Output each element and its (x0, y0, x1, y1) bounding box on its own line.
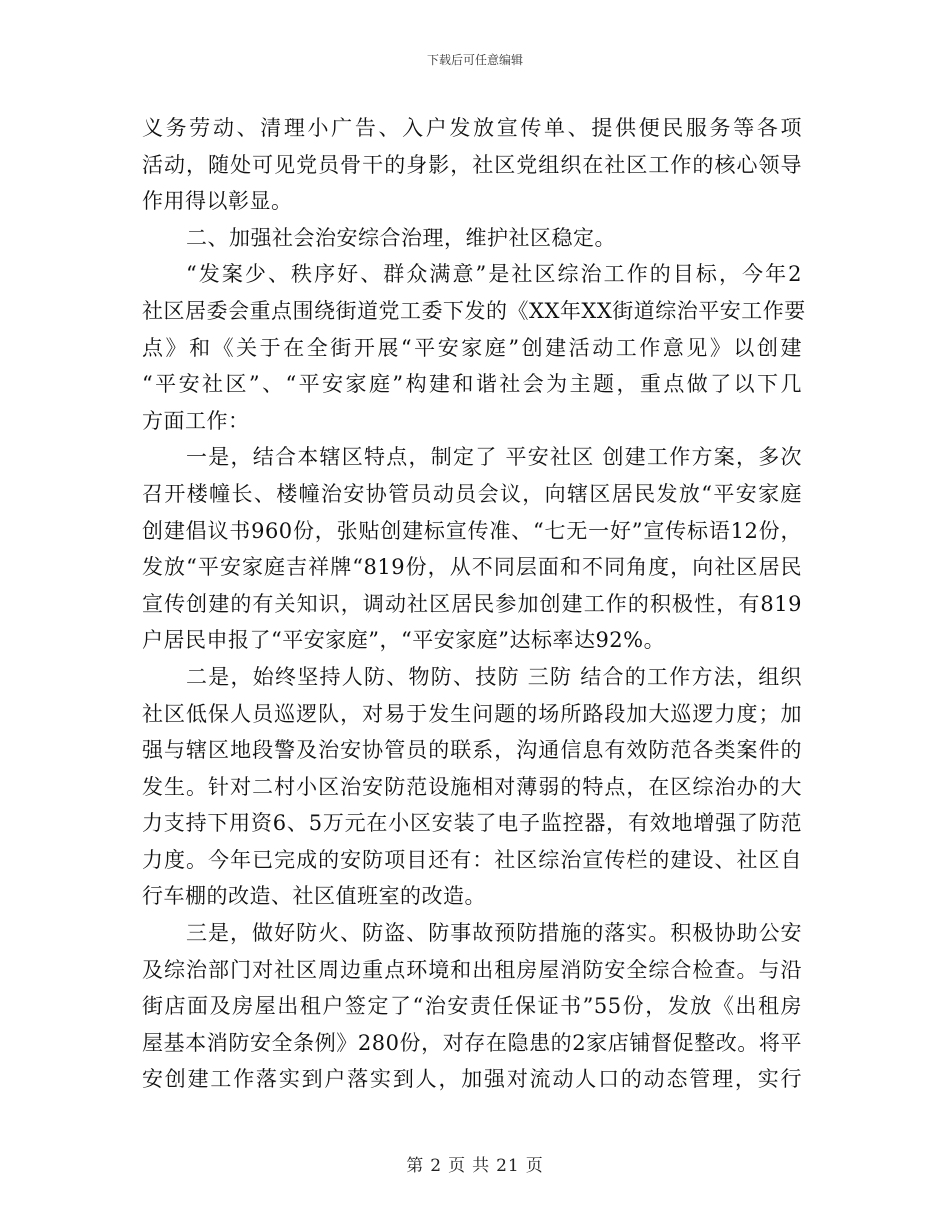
text-line: 发生。针对二村小区治安防范设施相对薄弱的特点，在区综治办的大 (142, 774, 802, 799)
text-line: 及综治部门对社区周边重点环境和出租房屋消防安全综合检查。与沿 (142, 957, 802, 982)
text-line: 二是，始终坚持人防、物防、技防 三防 结合的工作方法，组织 (186, 664, 802, 689)
text-line: 活动，随处可见党员骨干的身影，社区党组织在社区工作的核心领导 (142, 152, 802, 177)
text-line: 宣传创建的有关知识，调动社区居民参加创建工作的积极性，有819 (142, 591, 802, 616)
page-footer (0, 1155, 950, 1177)
text-line: 方面工作： (142, 408, 250, 433)
section-heading: 二、加强社会治安综合治理，维护社区稳定。 (186, 225, 616, 250)
text-line: 作用得以彰显。 (142, 189, 293, 214)
text-line: 召开楼幢长、楼幢治安协管员动员会议，向辖区居民发放“平安家庭 (142, 481, 802, 506)
text-line: 社区低保人员巡逻队，对易于发生问题的场所路段加大巡逻力度；加 (142, 701, 802, 726)
text-line: 义务劳动、清理小广告、入户发放宣传单、提供便民服务等各项 (142, 116, 802, 140)
text-line: 发放“平安家庭吉祥牌“819份，从不同层面和不同角度，向社区居民 (142, 555, 802, 580)
text-line: 屋基本消防安全条例》280份，对存在隐患的2家店铺督促整改。将平 (142, 1030, 802, 1055)
page-label-prefix: 第 (406, 1156, 425, 1176)
page-header: 下载后可任意编辑 (426, 53, 523, 67)
text-line: 点》和《关于在全街开展“平安家庭”创建活动工作意见》以创建 (142, 335, 802, 360)
text-line: “平安社区”、“平安家庭”构建和谐社会为主题，重点做了以下几 (142, 372, 802, 397)
page-label-suffix: 页 (525, 1156, 544, 1176)
total-label: 共 (472, 1156, 491, 1176)
current-page-number: 2 (430, 1156, 443, 1176)
text-line: 一是，结合本辖区特点，制定了 平安社区 创建工作方案，多次 (186, 445, 802, 470)
text-line: 三是，做好防火、防盗、防事故预防措施的落实。积极协助公安 (186, 921, 802, 946)
text-line: 力度。今年已完成的安防项目还有：社区综治宣传栏的建设、社区自 (142, 847, 802, 872)
text-line: “发案少、秩序好、群众满意”是社区综治工作的目标，今年2 (186, 262, 802, 287)
text-line: 强与辖区地段警及治安协管员的联系，沟通信息有效防范各类案件的 (142, 738, 802, 763)
text-line: 力支持下用资6、5万元在小区安装了电子监控器，有效地增强了防范 (142, 811, 802, 836)
text-line: 社区居委会重点围绕街道党工委下发的《XX年XX街道综治平安工作要 (142, 298, 806, 323)
text-line: 户居民申报了“平安家庭”，“平安家庭”达标率达92%。 (142, 628, 666, 653)
text-line: 街店面及房屋出租户签定了“治安责任保证书”55份，发放《出租房 (142, 994, 802, 1019)
text-line: 安创建工作落实到户落实到人，加强对流动人口的动态管理，实行 (142, 1067, 802, 1092)
text-line: 创建倡议书960份，张贴创建标宣传准、“七无一好”宣传标语12份， (142, 518, 802, 543)
page-label-mid: 页 (448, 1156, 467, 1176)
text-line: 行车棚的改造、社区值班室的改造。 (142, 884, 486, 909)
document-body (142, 110, 806, 1098)
total-pages-number: 21 (496, 1156, 520, 1176)
